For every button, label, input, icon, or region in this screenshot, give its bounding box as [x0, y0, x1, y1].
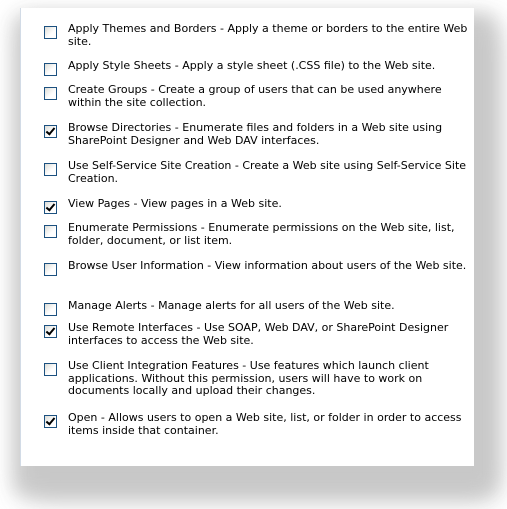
permission-name: Enumerate Permissions [68, 221, 198, 234]
permission-text: Create Groups - Create a group of users that can be used anywhere within the site collection. [68, 83, 442, 109]
permission-text: Use Client Integration Features - Use features which launch client applications. Without this permission, users will have to work on documents locally and upload their changes. [68, 359, 429, 397]
permission-checkbox[interactable] [44, 125, 57, 138]
permission-description: Create a group of users that can be used anywhere within the site collection. [68, 83, 442, 109]
permission-name: Create Groups [68, 83, 148, 96]
permission-description: Create a Web site using Self-Service Site Creation. [68, 159, 467, 185]
permission-name: Open [68, 411, 98, 424]
permission-name: Apply Style Sheets [68, 59, 172, 72]
permission-text: Browse Directories - Enumerate files and folders in a Web site using SharePoint Designer and Web DAV interfaces. [68, 121, 443, 147]
permission-description: Enumerate permissions on the Web site, list, folder, document, or list item. [68, 221, 455, 247]
permission-name: Browse User Information [68, 259, 204, 272]
permission-text: Apply Style Sheets - Apply a style sheet (.CSS file) to the Web site. [68, 59, 436, 72]
permission-description: Use features which launch client applications. Without this permission, users will have to work on documents locally and upload their changes. [68, 359, 429, 397]
permission-text: Use Remote Interfaces - Use SOAP, Web DAV, or SharePoint Designer interfaces to access the Web site. [68, 321, 449, 347]
permission-name: Apply Themes and Borders [68, 22, 217, 35]
permission-checkbox[interactable] [44, 363, 57, 376]
permission-description: Apply a theme or borders to the entire Web site. [68, 22, 468, 48]
permission-name: Use Self-Service Site Creation [68, 159, 232, 172]
permission-checkbox[interactable] [44, 225, 57, 238]
permission-description: Allows users to open a Web site, list, or folder in order to access items inside that container. [68, 411, 462, 437]
permission-description: Use SOAP, Web DAV, or SharePoint Designer interfaces to access the Web site. [68, 321, 449, 347]
permission-text: Apply Themes and Borders - Apply a theme or borders to the entire Web site. [68, 22, 468, 48]
permission-checkbox[interactable] [44, 63, 57, 76]
permission-text: Use Self-Service Site Creation - Create a Web site using Self-Service Site Creation. [68, 159, 467, 185]
permission-text: Manage Alerts - Manage alerts for all users of the Web site. [68, 299, 395, 312]
permission-text: View Pages - View pages in a Web site. [68, 197, 282, 210]
permission-name: Browse Directories [68, 121, 172, 134]
permission-name: Manage Alerts [68, 299, 148, 312]
permission-checkbox[interactable] [44, 325, 57, 338]
permission-checkbox[interactable] [44, 163, 57, 176]
permission-text: Browse User Information - View information about users of the Web site. [68, 259, 467, 272]
permission-description: Enumerate files and folders in a Web site using SharePoint Designer and Web DAV interfaces. [68, 121, 443, 147]
permission-name: View Pages [68, 197, 130, 210]
permission-checkbox[interactable] [44, 201, 57, 214]
permission-description: View information about users of the Web site. [214, 259, 467, 272]
permission-description: View pages in a Web site. [140, 197, 282, 210]
permission-checkbox[interactable] [44, 26, 57, 39]
permission-name: Use Client Integration Features [68, 359, 239, 372]
permission-name: Use Remote Interfaces [68, 321, 193, 334]
site-permissions-panel [20, 8, 474, 466]
permission-checkbox[interactable] [44, 415, 57, 428]
permission-checkbox[interactable] [44, 303, 57, 316]
permission-checkbox[interactable] [44, 263, 57, 276]
permission-text: Open - Allows users to open a Web site, list, or folder in order to access items inside that container. [68, 411, 462, 437]
permission-description: Manage alerts for all users of the Web site. [158, 299, 395, 312]
permission-text: Enumerate Permissions - Enumerate permissions on the Web site, list, folder, document, or list item. [68, 221, 455, 247]
permission-checkbox[interactable] [44, 87, 57, 100]
permission-description: Apply a style sheet (.CSS file) to the Web site. [182, 59, 436, 72]
